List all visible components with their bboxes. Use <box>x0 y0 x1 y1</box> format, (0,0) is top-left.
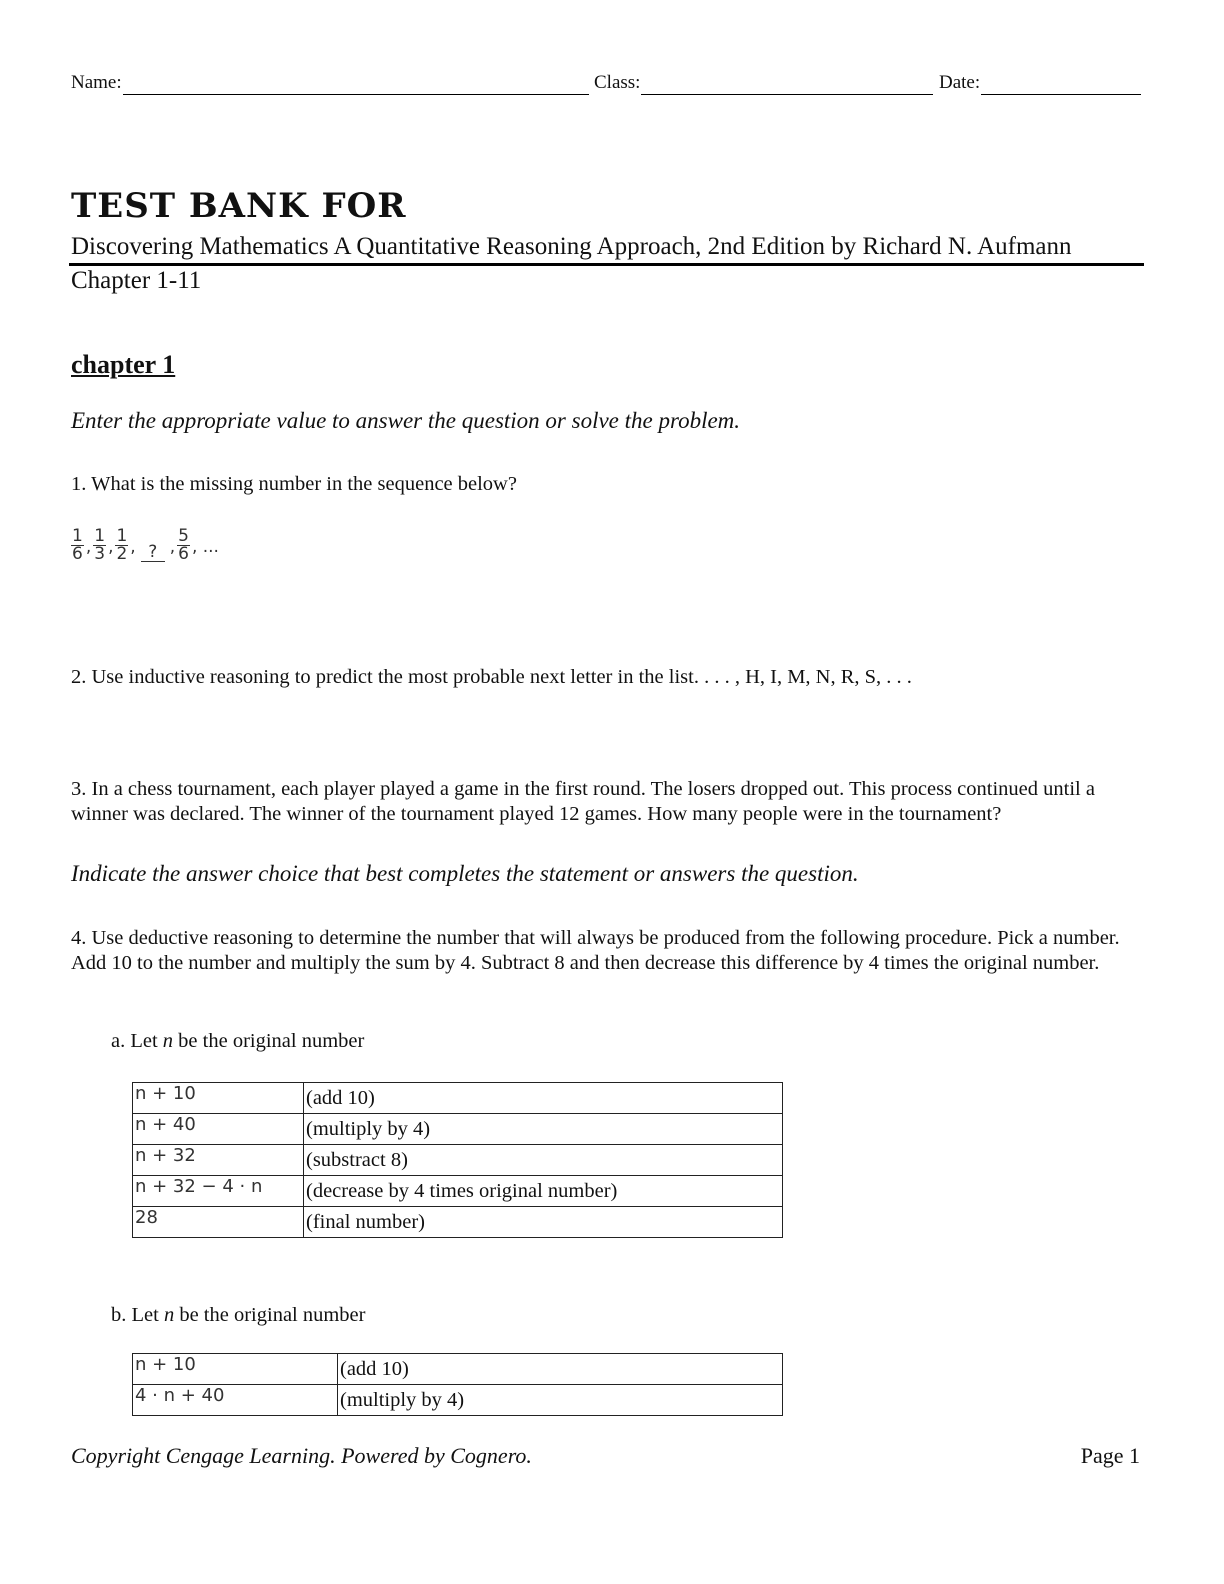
expression-cell: n + 32 − 4 · n <box>133 1176 304 1207</box>
date-field-line[interactable] <box>981 94 1141 95</box>
fraction: $\frac{1}{3}$ <box>94 526 106 564</box>
copyright-footer: Copyright Cengage Learning. Powered by Cognero. <box>71 1443 532 1468</box>
description-cell: (add 10) <box>304 1083 783 1114</box>
title-rule <box>69 263 1144 266</box>
instruction-text-2: Indicate the answer choice that best completes the statement or answers the question. <box>71 861 859 886</box>
table-row <box>133 1354 783 1385</box>
instruction-text: Enter the appropriate value to answer the question or solve the problem. <box>71 408 741 433</box>
table-row <box>133 1083 783 1114</box>
fraction-sequence: $\frac{1}{6}$ , $\frac{1}{3}$ , $\frac{1}{2}$ , ? , $\frac{5}{6}$ , ... <box>72 526 219 564</box>
table-row <box>133 1114 783 1145</box>
description-cell: (multiply by 4) <box>304 1114 783 1145</box>
chapter-range: Chapter 1-11 <box>71 267 202 294</box>
expression-cell: n + 10 <box>133 1354 338 1385</box>
chapter-heading: chapter 1 <box>71 350 176 379</box>
class-field-line[interactable] <box>641 94 933 95</box>
page-number: Page 1 <box>1080 1443 1140 1468</box>
table-row <box>133 1207 783 1238</box>
option-a-table <box>132 1082 783 1238</box>
name-field-line[interactable] <box>123 94 589 95</box>
expression-cell: n + 32 <box>133 1145 304 1176</box>
description-cell: (substract 8) <box>304 1145 783 1176</box>
table-row <box>133 1145 783 1176</box>
description-cell: (multiply by 4) <box>338 1385 783 1416</box>
question-3: 3. In a chess tournament, each player played a game in the first round. The losers dropped out. This process continued until a winner was declared. The winner of the tournament played 12 games. How many people were in the tournament? <box>71 778 1095 825</box>
description-cell: (final number) <box>304 1207 783 1238</box>
fraction: $\frac{5}{6}$ <box>178 526 189 564</box>
question-1: 1. What is the missing number in the sequence below? <box>71 473 517 495</box>
expression-cell: 4 · n + 40 <box>133 1385 338 1416</box>
date-label: Date: <box>939 72 981 93</box>
class-label: Class: <box>594 72 641 93</box>
name-label: Name: <box>71 72 122 93</box>
description-cell: (add 10) <box>338 1354 783 1385</box>
table-row <box>133 1176 783 1207</box>
question-2: 2. Use inductive reasoning to predict the most probable next letter in the list. . . . , H, I, M, N, R, S, . . . <box>71 666 912 688</box>
expression-cell: n + 40 <box>133 1114 304 1145</box>
fraction: $\frac{1}{2}$ <box>116 526 128 564</box>
expression-cell: n + 10 <box>133 1083 304 1114</box>
fraction: $\frac{1}{6}$ <box>72 526 83 564</box>
expression-cell: 28 <box>133 1207 304 1238</box>
question-4: 4. Use deductive reasoning to determine the number that will always be produced from the following procedure. Pick a number. Add 10 to the number and multiply the sum by 4. Subtract 8 and then decrease this difference by 4 times the original number. <box>71 927 1120 974</box>
option-a-label[interactable]: a. Let n be the original number <box>111 1030 365 1052</box>
description-cell: (decrease by 4 times original number) <box>304 1176 783 1207</box>
test-bank-title: TEST BANK FOR <box>71 186 407 226</box>
option-b-label[interactable]: b. Let n be the original number <box>111 1304 366 1326</box>
missing-number-blank[interactable]: ? <box>141 543 165 562</box>
book-title: Discovering Mathematics A Quantitative Reasoning Approach, 2nd Edition by Richard N. Aufmann <box>71 233 1072 260</box>
option-b-table <box>132 1353 783 1416</box>
table-row <box>133 1385 783 1416</box>
